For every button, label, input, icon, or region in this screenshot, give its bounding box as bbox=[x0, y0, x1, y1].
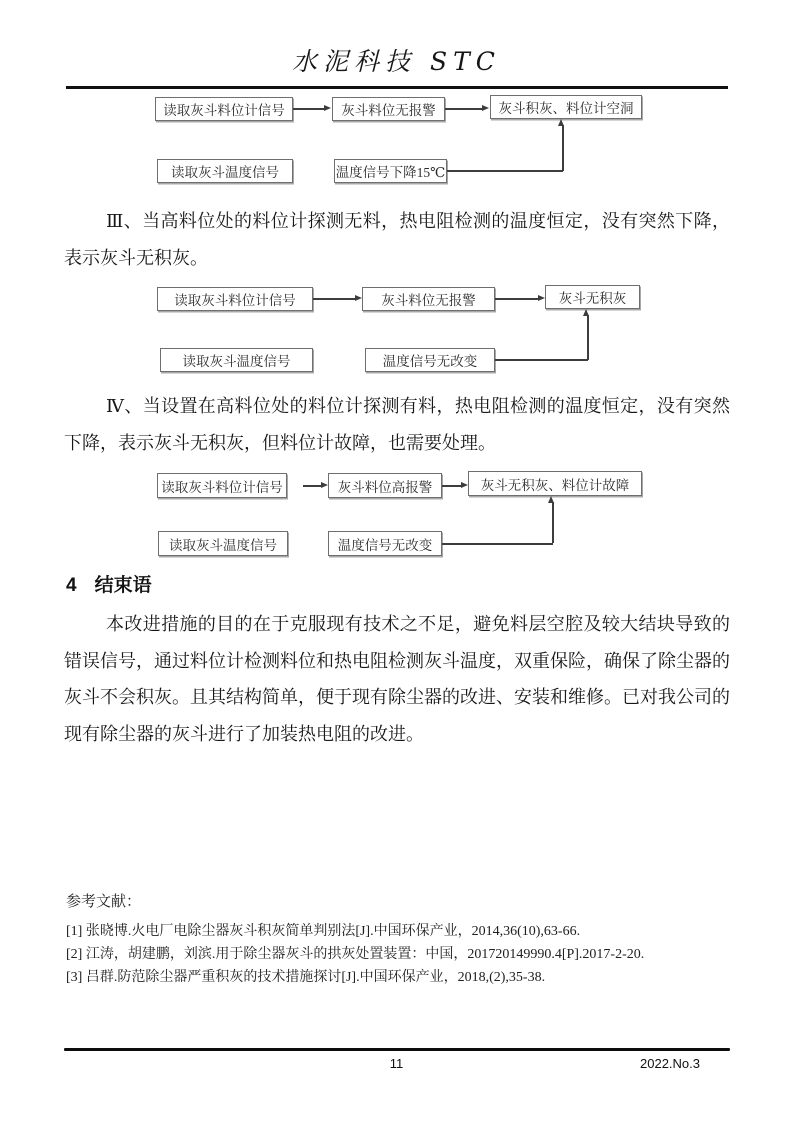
flow-box-result: 灰斗无积灰、料位计故障 bbox=[468, 471, 642, 496]
flow-box-level-status: 灰斗料位高报警 bbox=[328, 473, 442, 498]
flow-box-result: 灰斗无积灰 bbox=[545, 285, 640, 309]
flowchart-case3 bbox=[0, 285, 793, 375]
page-number: 11 bbox=[389, 1056, 404, 1071]
connector-line bbox=[313, 298, 355, 300]
arrowhead-right bbox=[461, 482, 468, 488]
paragraph-case4: Ⅳ、当设置在高料位处的料位计探测有料，热电阻检测的温度恒定，没有突然下降，表示灰斗无积灰，但料位计故障，也需要处理。 bbox=[64, 396, 730, 453]
references-section bbox=[66, 890, 730, 989]
journal-title: 水泥科技 STC bbox=[292, 47, 501, 76]
connector-line bbox=[495, 298, 538, 300]
flow-box-read-level-signal: 读取灰斗料位计信号 bbox=[155, 97, 293, 121]
reference-item: [2] 江涛，胡建鹏，刘滨.用于除尘器灰斗的拱灰处置装置：中国，201720149990.4[P].2017-2-20. bbox=[66, 947, 645, 962]
connector-elbow-horizontal bbox=[442, 543, 553, 545]
paragraph-case3: Ⅲ、当高料位处的料位计探测无料，热电阻检测的温度恒定，没有突然下降，表示灰斗无积灰。 bbox=[64, 211, 730, 268]
flow-box-level-status: 灰斗料位无报警 bbox=[332, 97, 445, 121]
references-title: 参考文献： bbox=[66, 894, 142, 910]
connector-line bbox=[442, 485, 461, 487]
connector-line bbox=[303, 485, 321, 487]
flowchart-case2 bbox=[0, 93, 793, 190]
flow-box-result: 灰斗积灰、料位计空洞 bbox=[490, 95, 642, 119]
reference-item: [3] 吕群.防范除尘器严重积灰的技术措施探讨[J].中国环保产业，2018,(2),35-38. bbox=[66, 970, 546, 985]
connector-elbow-vertical bbox=[552, 502, 554, 543]
flow-box-read-temp-signal: 读取灰斗温度信号 bbox=[158, 531, 288, 556]
section-title: 结束语 bbox=[94, 575, 152, 596]
paragraph-conclusion: 本改进措施的目的在于克服现有技术之不足，避免料层空腔及较大结块导致的错误信号，通过料位计检测料位和热电阻检测灰斗温度，双重保险，确保了除尘器的灰斗不会积灰。且其结构简单，便于现有除尘器的改进、安装和维修。已对我公司的现有除尘器的灰斗进行了加装热电阻的改进。 bbox=[64, 614, 730, 744]
flow-box-read-level-signal: 读取灰斗料位计信号 bbox=[157, 473, 287, 498]
arrowhead-up bbox=[558, 119, 564, 126]
flow-box-temp-status: 温度信号下降15℃ bbox=[334, 159, 447, 183]
header-rule bbox=[66, 86, 728, 89]
arrowhead-up bbox=[548, 496, 554, 503]
connector-line bbox=[445, 108, 483, 110]
arrowhead-right bbox=[321, 482, 328, 488]
arrowhead-right bbox=[355, 295, 362, 301]
connector-elbow-horizontal bbox=[447, 170, 563, 172]
arrowhead-up bbox=[583, 309, 589, 316]
footer-rule bbox=[64, 1048, 730, 1051]
connector-elbow-horizontal bbox=[495, 359, 588, 361]
flow-box-level-status: 灰斗料位无报警 bbox=[362, 287, 495, 311]
section-number: 4 bbox=[66, 575, 77, 596]
flow-box-temp-status: 温度信号无改变 bbox=[328, 531, 442, 556]
flowchart-case4 bbox=[0, 470, 793, 562]
flow-box-read-temp-signal: 读取灰斗温度信号 bbox=[157, 159, 293, 183]
flow-box-read-level-signal: 读取灰斗料位计信号 bbox=[157, 287, 313, 311]
section-heading bbox=[66, 570, 152, 597]
arrowhead-right bbox=[538, 295, 545, 301]
arrowhead-right bbox=[324, 105, 331, 111]
connector-elbow-vertical bbox=[587, 315, 589, 360]
connector-line bbox=[293, 108, 326, 110]
flow-box-read-temp-signal: 读取灰斗温度信号 bbox=[160, 348, 313, 372]
arrowhead-right bbox=[482, 105, 489, 111]
reference-item: [1] 张晓博.火电厂电除尘器灰斗积灰简单判别法[J].中国环保产业，2014,36(10),63-66. bbox=[66, 924, 581, 939]
flow-box-temp-status: 温度信号无改变 bbox=[365, 348, 495, 372]
connector-elbow-vertical bbox=[562, 125, 564, 171]
issue-label: 2022.No.3 bbox=[640, 1056, 700, 1071]
